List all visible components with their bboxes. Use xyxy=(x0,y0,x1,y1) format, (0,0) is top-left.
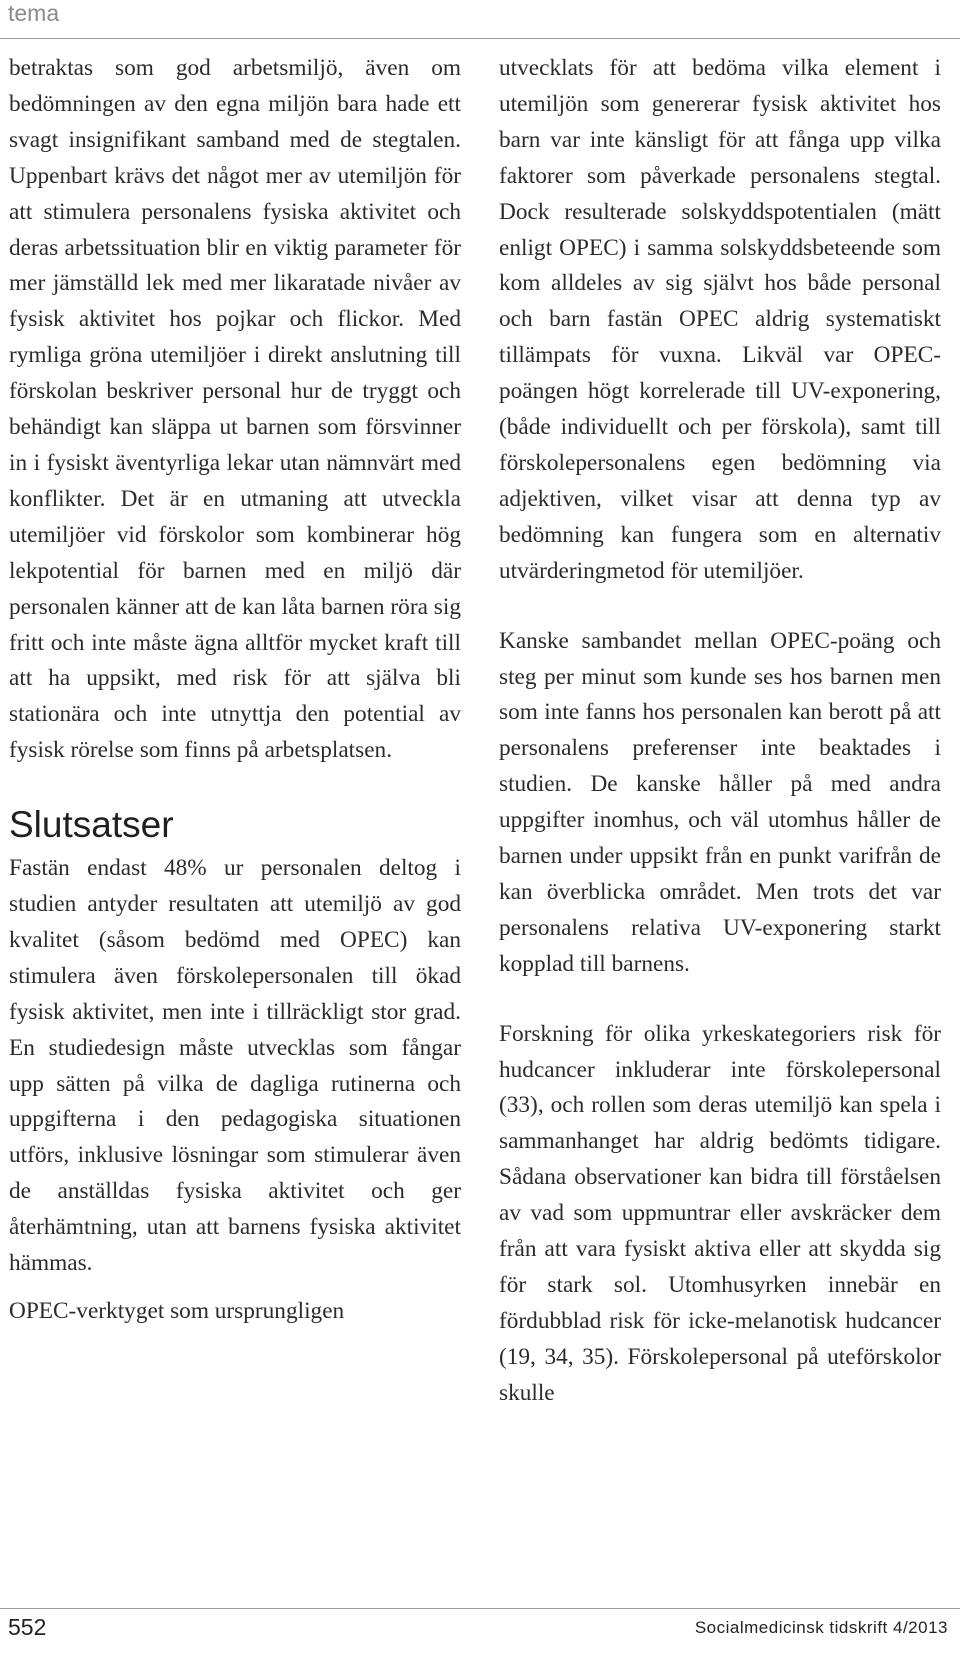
left-paragraph-2: Fastän endast 48% ur personalen deltog i studien antyder resultaten att utemiljö av god kvalitet (såsom bedömd med OPEC) kan stimulera även förskolepersonalen till ökad fysisk aktivitet, men inte i tillräckligt stor grad. En studiedesign måste utvecklas som fångar upp sätten på vilka de dagliga rutinerna och uppgifterna i den pedagogiska situationen utförs, inklusive lösningar som stimulerar även de anställdas fysiska aktivitet och ger återhämtning, utan att barnens fysiska aktivitet hämmas. xyxy=(9,855,461,1277)
header-divider xyxy=(0,38,960,39)
left-paragraph-3: OPEC-verktyget som ursprungligen xyxy=(9,1298,345,1324)
right-paragraph-3: Forskning för olika yrkeskategoriers risk för hudcancer inkluderar inte förskolepersonal (33), och rollen som deras utemiljö kan spela i sammanhanget har aldrig bedömts tidigare. Sådana observationer kan bidra till förståelsen av vad som uppmuntrar eller avskräcker dem från att vara fysiskt aktiva eller att skydda sig för stark sol. Utomhusyrken innebär en fördubblad risk för icke-melanotisk hudcancer (19, 34, 35). Förskolepersonal på uteförskolor skulle xyxy=(499,1020,941,1406)
right-paragraph-2: Kanske sambandet mellan OPEC-poäng och steg per minut som kunde ses hos barnen men som inte fanns hos personalen kan berott på att personalens preferenser inte beaktades i studien. De kanske håller på med andra uppgifter inomhus, och väl utomhus håller de barnen under uppsikt från en punkt varifrån de kan överblicka området. Men trots det var personalens relativa UV-exponering starkt kopplad till barnens. xyxy=(499,627,941,977)
section-tag: tema xyxy=(8,0,60,26)
right-column xyxy=(499,51,941,1446)
right-paragraph-1: utvecklats för att bedöma vilka element i utemiljön som genererar fysisk aktivitet hos barn var inte känsligt för att fånga upp vilka faktorer som påverkade personalens stegtal. Dock resulterade solskyddspotentialen (mätt enligt OPEC) i samma solskyddsbeteende som kom alldeles av sig självt hos både personal och barn fastän OPEC aldrig systematiskt tillämpats för vuxna. Likväl var OPEC-poängen högt korrelerade till UV-exponering, (både individuellt och per förskola), samt till förskolepersonalens egen bedömning via adjektiven, vilket visar att denna typ av bedömning kan fungera som en alternativ utvärderingmetod för utemiljöer. xyxy=(499,55,941,584)
journal-reference: Socialmedicinsk tidskrift 4/2013 xyxy=(694,1618,948,1637)
footer-divider xyxy=(0,1608,960,1609)
left-column xyxy=(9,51,461,1364)
section-heading: Slutsatser xyxy=(9,804,174,846)
page-number: 552 xyxy=(8,1614,47,1640)
left-paragraph-1: betraktas som god arbetsmiljö, även om bedömningen av den egna miljön bara hade ett svagt insignifikant samband med de stegtalen. Uppenbart krävs det något mer av utemiljön för att stimulera personalens fysiska aktivitet och deras arbetssituation blir en viktig parameter för mer jämställd lek med mer likaratade nivåer av fysisk aktivitet hos pojkar och flickor. Med rymliga gröna utemiljöer i direkt anslutning till förskolan beskriver personal hur de tryggt och behändigt kan släppa ut barnen som försvinner in i fysiskt äventyrliga lekar utan nämnvärt med konflikter. Det är en utmaning att utveckla utemiljöer vid förskolor som kombinerar hög lekpotential för barnen med en miljö där personalen känner att de kan låta barnen röra sig fritt och inte måste ägna alltför mycket kraft till att ha uppsikt, med risk för att själva bli stationära och inte utnyttja den potential av fysisk rörelse som finns på arbetsplatsen. xyxy=(9,55,461,764)
